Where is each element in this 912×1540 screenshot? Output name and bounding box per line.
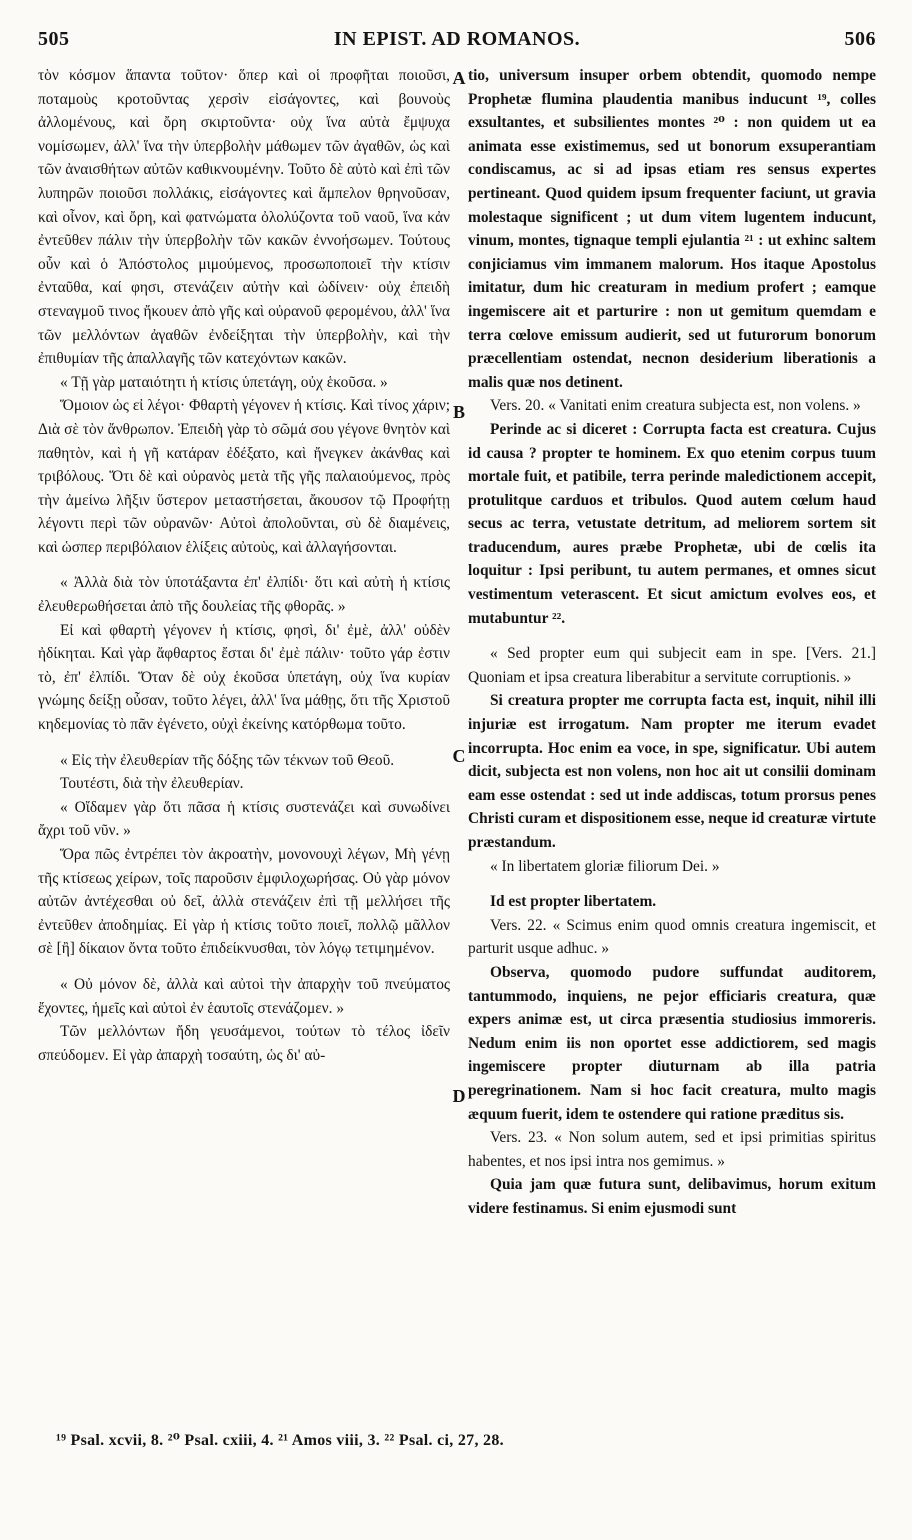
greek-verse: « Οἴδαμεν γὰρ ὅτι πᾶσα ἡ κτίσις συστενάζει καὶ συνωδίνει ἄχρι τοῦ νῦν. »: [38, 798, 450, 840]
greek-verse: « Ἀλλὰ διὰ τὸν ὑποτάξαντα ἐπ' ἐλπίδι· ὅτι καὶ αὐτὴ ἡ κτίσις ἐλευθερωθήσεται ἀπὸ τῆς δουλείας τῆς φθορᾶς. »: [38, 574, 450, 616]
latin-paragraph: Observa, quomodo pudore suffundat auditorem, tantummodo, inquiens, ne pejor efficiaris creatura, quæ expers animæ est, ut circa præsentia studiosius immoreris. Nedum enim iis non oportet esse addictiorem, sed magis ingemiscere propter diuturnam ab illa patria peregrinationem. Nam si hoc facit creatura, multo magis æquum fuerit, idem te ostendere qui ratione præditus sis.: [468, 963, 876, 1123]
running-title: IN EPIST. AD ROMANOS.: [333, 28, 581, 50]
greek-paragraph: Τῶν μελλόντων ἤδη γευσάμενοι, τούτων τὸ τέλος ἰδεῖν σπεύδομεν. Εἰ γὰρ ἀπαρχὴ τοσαύτη, ὡς δι' αὐ-: [38, 1023, 450, 1064]
latin-verse: Vers. 23. « Non solum autem, sed et ipsi primitias spiritus habentes, et nos ipsi intra nos gemimus. »: [468, 1129, 876, 1170]
greek-column: [38, 64, 450, 1067]
footnotes: ¹⁹ Psal. xcvii, 8. ²⁰ Psal. cxiii, 4. ²¹ Amos viii, 3. ²² Psal. ci, 27, 28.: [56, 1432, 504, 1449]
greek-verse: « Οὐ μόνον δὲ, ἀλλὰ καὶ αὐτοὶ τὴν ἀπαρχὴν τοῦ πνεύματος ἔχοντες, ἡμεῖς καὶ αὐτοὶ ἐν ἑαυτοῖς στενάζομεν. »: [38, 975, 450, 1017]
left-page-number: 505: [38, 28, 70, 50]
margin-letter-b: B: [452, 402, 465, 422]
latin-verse: Vers. 22. « Scimus enim quod omnis creatura ingemiscit, et parturit usque adhuc. »: [468, 916, 876, 958]
latin-column: [468, 64, 876, 1221]
greek-paragraph: Τουτέστι, διὰ τὴν ἐλευθερίαν.: [60, 775, 244, 793]
latin-paragraph: Perinde ac si diceret : Corrupta facta est creatura. Cujus id causa ? propter te hominem. Ex quo etenim corpus tuum mortale fuit, et patibile, terra perinde maledictionem accepit, protulitque carduos et tribulos. Quod autem cœlum haud secus ac terra, vetustate detritum, ad meliorem sortem sit traducendum, aures præbe Prophetæ, ubi de cœlis ita loquitur : Ipsi peribunt, tu autem permanes, et omnes sicut vestimentum veterascent. Et sicut amictum evolves eos, et mutabuntur ²².: [468, 420, 876, 627]
latin-paragraph: Si creatura propter me corrupta facta est, inquit, nihil illi injuriæ est irrogatum. Nam propter me iterum evadet incorrupta. Hoc enim ea voce, in spe, significatur. Ubi autem dicit, subjecta est non volens, non hoc ait ut consilii dominam eam esse ostendat : sed ut inde addiscas, totum prorsus penes Christi curam et dispositionem esse, neque id creaturæ virtute præstandum.: [468, 692, 876, 851]
latin-verse: Vers. 20. « Vanitati enim creatura subjecta est, non volens. »: [490, 397, 861, 415]
greek-paragraph: Ὅρα πῶς ἐντρέπει τὸν ἀκροατὴν, μονονουχὶ λέγων, Μὴ γένῃ τῆς κτίσεως χείρων, τοῖς παροῦσιν ἐμφιλοχωρήσας. Οὐ γὰρ μόνον αὐτῶν ἀντέχεσθαι οὐ δεῖ, ἀλλὰ στενάζειν ἐπὶ τῇ μελλήσει τῆς ἐντεῦθεν ἀποδημίας. Εἰ γὰρ ἡ κτίσις τοῦτο ποιεῖ, πολλῷ μᾶλλον σὲ [ἢ] δίκαιον ὄντα τοῦτο ἐπιδείκνυσθαι, τὸν λόγῳ τετιμημένον.: [38, 846, 450, 958]
greek-verse: « Εἰς τὴν ἐλευθερίαν τῆς δόξης τῶν τέκνων τοῦ Θεοῦ.: [60, 751, 395, 769]
latin-verse: « Sed propter eum qui subjecit eam in spe. [Vers. 21.] Quoniam et ipsa creatura liberabitur a servitute corruptionis. »: [468, 645, 876, 686]
running-header: [38, 28, 876, 58]
greek-paragraph: Ὅμοιον ὡς εἰ λέγοι· Φθαρτὴ γέγονεν ἡ κτίσις. Καὶ τίνος χάριν; Διὰ σὲ τὸν ἄνθρωπον. Ἐπειδὴ γὰρ τὸ σῶμά σου γέγονε θνητὸν καὶ παθητὸν, καὶ ἡ γῆ κατάραν ἐδέξατο, καὶ ἤνεγκεν ἀκάνθας καὶ τριβόλους. Ὅτι δὲ καὶ οὐρανὸς μετὰ τῆς γῆς παλαιούμενος, πρὸς τὴν ἀμείνω λῆξιν ὕστερον μεταστήσεται, ἄκουσον τῷ Προφήτῃ λέγοντι περὶ τῶν οὐρανῶν· Αὐτοὶ ἀπολοῦνται, σὺ δὲ διαμένεις, καὶ ὡσπερ περιβόλαιον ἑλίξεις αὐτοὺς, καὶ ἀλλαγήσονται.: [38, 397, 450, 556]
right-page-number: 506: [844, 28, 876, 50]
margin-letter-d: D: [452, 1086, 466, 1106]
margin-letter-a: A: [452, 68, 466, 88]
greek-paragraph: Εἰ καὶ φθαρτὴ γέγονεν ἡ κτίσις, φησὶ, δι' ἐμὲ, ἀλλ' οὐδὲν ἠδίκηται. Καὶ γὰρ ἄφθαρτος ἔσται δι' ἐμὲ πάλιν· τοῦτο γάρ ἐστιν τὸ, ἐπ' ἐλπίδι. Ὅταν δὲ οὐχ ἑκοῦσα ὑπετάγη, οὐχ ἵνα κυρίαν γνώμης δείξῃ οὖσαν, τοῦτο λέγει, ἀλλ' ἵνα μάθῃς, ὅτι τῆς Χριστοῦ κηδεμονίας τὸ πᾶν ἐγένετο, οὐχὶ ἐκείνης κατόρθωμα τοῦτο.: [38, 621, 450, 734]
latin-paragraph: tio, universum insuper orbem obtendit, quomodo nempe Prophetæ flumina plaudentia manibus inducunt ¹⁹, colles exsultantes, et subsilientes montes ²⁰ : non quidem ut ea animata esse existimemus, sed ut bonorum exsuperantiam condiscamus, ac si ad ipsas etiam res sensus expertes pertineant. Quod quidem ipsum frequenter faciunt, ut gravia molestaque significent ; ut dum vitem lugentem inducunt, vinum, montes, tignaque templi ejulantia ²¹ : ut exhinc saltem conjiciamus vim immanem malorum. Hos itaque Apostolus imitatur, dum hic creaturam in medium profert ; eamque ingemiscere ait et parturire : non ut gemitum quemdam e terra cœlove emissum audierit, sed ut futurorum bonorum præcellentiam ostendat, necnon desiderium liberationis a malis quæ nos detinent.: [468, 67, 876, 391]
greek-verse: « Τῇ γὰρ ματαιότητι ἡ κτίσις ὑπετάγη, οὐχ ἑκοῦσα. »: [60, 373, 388, 391]
latin-paragraph: Quia jam quæ futura sunt, delibavimus, horum exitum videre festinamus. Si enim ejusmodi sunt: [468, 1176, 876, 1217]
margin-letter-c: C: [452, 746, 466, 766]
greek-paragraph: τὸν κόσμον ἅπαντα τοῦτον· ὅπερ καὶ οἱ προφῆται ποιοῦσι, ποταμοὺς κροτοῦντας χερσὶν εἰσάγοντες, καὶ βουνοὺς ἀλλομένους, καὶ ὄρη σκιρτοῦντα· οὐχ ἵνα αὐτὰ ἔμψυχα νομίσωμεν, ἀλλ' ἵνα τὴν ὑπερβολὴν μάθωμεν τῶν ἀγαθῶν, ὡς καὶ τῶν ἀναισθήτων αὐτῶν καθικνουμένην. Τοῦτο δὲ αὐτὸ καὶ ἐπὶ τῶν λυπηρῶν ποιοῦσι πολλάκις, εἰσάγοντες καὶ ἄμπελον θρηνοῦσαν, καὶ οἶνον, καὶ ὄρη, καὶ φατνώματα ὀλολύζοντα τοῦ ναοῦ, ἵνα κἀν ἐντεῦθεν πάλιν τὴν ὑπερβολὴν τῶν κακῶν ἐννοήσωμεν. Τούτους οὖν καὶ ὁ Ἀπόστολος μιμούμενος, προσωποποιεῖ τὴν κτίσιν ἐνταῦθα, καί φησι, στενάζειν αὐτὴν καὶ ὠδίνειν· οὐχ ἐπειδὴ στεναγμοῦ τινος ἤκουεν ἀπὸ γῆς καὶ οὐρανοῦ φερομένου, ἀλλ' ἵνα τῶν μελλόντων ἀγαθῶν ἐνδείξηται τὴν ὑπερβολὴν, καὶ τὴν ἐπιθυμίαν τῆς ἀπαλλαγῆς τῶν κατεχόντων κακῶν.: [38, 67, 450, 368]
text-columns: [38, 64, 876, 1424]
latin-paragraph: Id est propter libertatem.: [490, 893, 657, 911]
latin-verse: « In libertatem gloriæ filiorum Dei. »: [490, 857, 720, 875]
